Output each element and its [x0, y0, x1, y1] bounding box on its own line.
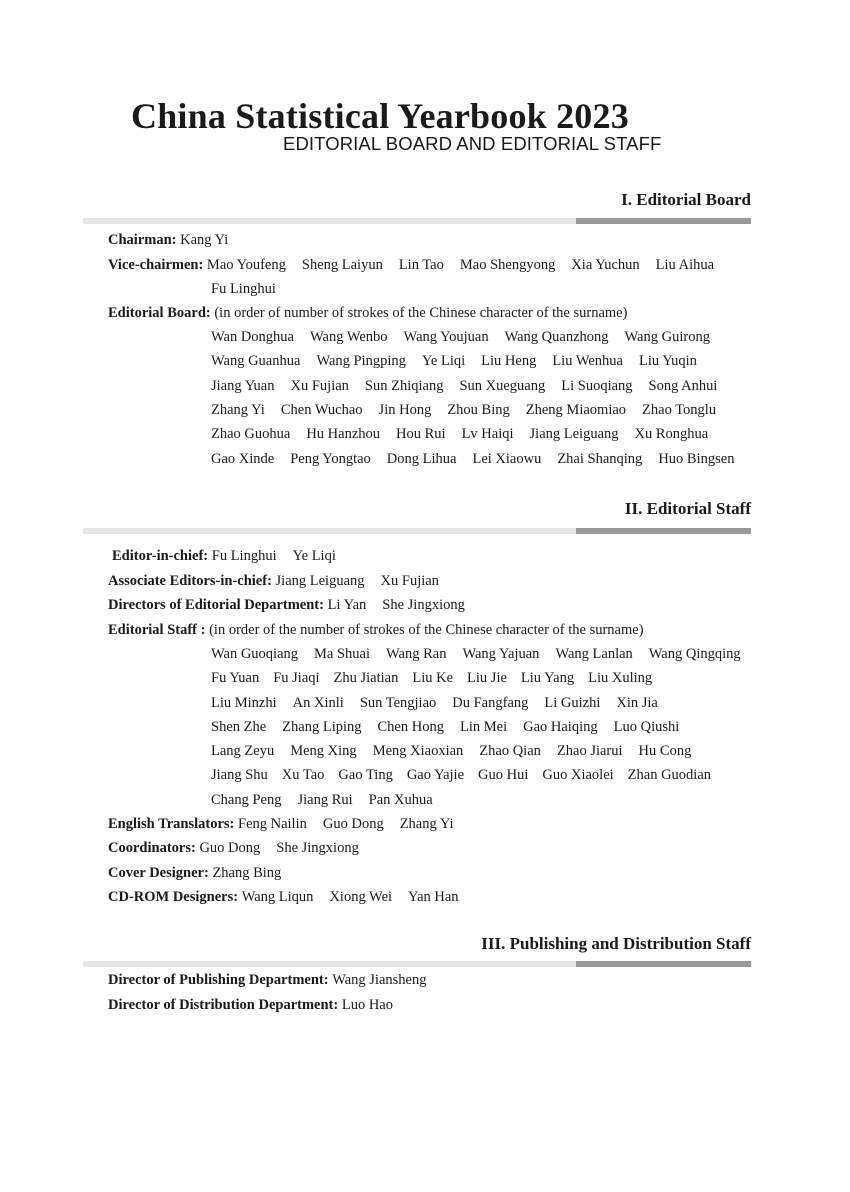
person-name: Wang Liqun: [241, 889, 314, 905]
person-name: Liu Yang: [520, 670, 575, 686]
person-name: Fu Linghui: [211, 281, 276, 297]
cover-designer-line: [108, 863, 281, 883]
editorial-staff-names-row: [211, 765, 711, 785]
section-divider-accent: [576, 218, 751, 224]
person-name: Xu Fujian: [290, 378, 349, 394]
section-divider-accent: [576, 961, 751, 967]
person-name: Yan Han: [408, 889, 459, 905]
person-name: Du Fangfang: [452, 695, 529, 711]
editorial-board-names-row: [211, 449, 734, 469]
person-name: Wang Youjuan: [403, 329, 489, 345]
person-name: Gao Ting: [338, 767, 393, 783]
person-name: Zhang Liping: [282, 719, 362, 735]
distribution-director-line: [108, 995, 393, 1015]
editorial-staff-note: (in order of the number of strokes of the Chinese character of the surname): [209, 622, 644, 638]
person-name: Fu Linghui: [211, 548, 277, 564]
cdrom-designers-label: CD-ROM Designers:: [108, 889, 239, 905]
cover-designer-label: Cover Designer:: [108, 865, 209, 881]
person-name: Zhao Tonglu: [642, 402, 717, 418]
person-name: Wang Guirong: [624, 329, 710, 345]
chairman-label: Chairman:: [108, 232, 177, 248]
person-name: Guo Xiaolei: [542, 767, 614, 783]
translators-names: [238, 816, 454, 832]
person-name: Zhang Yi: [211, 402, 265, 418]
person-name: Wang Jiansheng: [332, 972, 427, 988]
person-name: Kang Yi: [180, 232, 229, 248]
person-name: Dong Lihua: [386, 451, 457, 467]
person-name: Liu Aihua: [655, 257, 715, 273]
publishing-director-label: Director of Publishing Department:: [108, 972, 329, 988]
person-name: Lin Tao: [398, 257, 444, 273]
editorial-board-label: Editorial Board:: [108, 305, 211, 321]
person-name: Meng Xing: [290, 743, 357, 759]
person-name: Sun Xueguang: [459, 378, 546, 394]
person-name: Ye Liqi: [421, 353, 466, 369]
section-divider: [83, 218, 751, 224]
section-divider: [83, 961, 751, 967]
coordinators-names: [199, 840, 358, 856]
person-name: Zhao Guohua: [211, 426, 291, 442]
editorial-staff-names-row: [211, 668, 652, 688]
person-name: Jiang Shu: [211, 767, 268, 783]
associate-editors-line: [108, 571, 439, 591]
person-name: Guo Hui: [478, 767, 529, 783]
person-name: Sun Tengjiao: [359, 695, 437, 711]
editorial-board-note: (in order of number of strokes of the Chinese character of the surname): [214, 305, 628, 321]
editorial-board-line: [108, 303, 627, 323]
person-name: Zhang Yi: [399, 816, 454, 832]
person-name: Fu Jiaqi: [273, 670, 320, 686]
chairman-names: [180, 232, 228, 248]
editorial-board-names-row: [211, 400, 716, 420]
directors-label: Directors of Editorial Department:: [108, 597, 324, 613]
editor-in-chief-label: Editor-in-chief:: [112, 548, 209, 564]
person-name: Mao Youfeng: [206, 257, 286, 273]
person-name: Li Suoqiang: [561, 378, 633, 394]
person-name: Lv Haiqi: [461, 426, 514, 442]
page-subtitle: EDITORIAL BOARD AND EDITORIAL STAFF: [283, 133, 662, 154]
person-name: Jin Hong: [378, 402, 432, 418]
person-name: Wang Wenbo: [310, 329, 388, 345]
editorial-staff-names-row: [211, 790, 433, 810]
person-name: Zhan Guodian: [627, 767, 712, 783]
coordinators-line: [108, 838, 359, 858]
editor-in-chief-line: [112, 546, 336, 566]
editorial-staff-names-row: [211, 717, 679, 737]
person-name: Ma Shuai: [314, 646, 371, 662]
vice-chairmen-label: Vice-chairmen:: [108, 257, 204, 273]
person-name: Xin Jia: [616, 695, 658, 711]
person-name: Luo Hao: [341, 997, 393, 1013]
person-name: Gao Yajie: [406, 767, 465, 783]
cover-designer-names: [212, 865, 281, 881]
directors-line: [108, 595, 465, 615]
person-name: Guo Dong: [199, 840, 261, 856]
section-heading-publishing-distribution: III. Publishing and Distribution Staff: [481, 934, 751, 953]
associate-editors-label: Associate Editors-in-chief:: [108, 573, 272, 589]
person-name: Wang Guanhua: [211, 353, 301, 369]
person-name: Zhou Bing: [447, 402, 510, 418]
person-name: Lang Zeyu: [211, 743, 275, 759]
person-name: Chen Wuchao: [280, 402, 363, 418]
person-name: Fu Yuan: [211, 670, 260, 686]
person-name: Zhao Qian: [479, 743, 541, 759]
person-name: Zhu Jiatian: [333, 670, 399, 686]
person-name: Jiang Leiguang: [529, 426, 619, 442]
person-name: Xu Ronghua: [634, 426, 709, 442]
editorial-board-names-row: [211, 327, 710, 347]
editorial-staff-label: Editorial Staff :: [108, 622, 206, 638]
person-name: Gao Haiqing: [523, 719, 598, 735]
person-name: Liu Wenhua: [552, 353, 623, 369]
distribution-director-label: Director of Distribution Department:: [108, 997, 339, 1013]
person-name: Meng Xiaoxian: [372, 743, 464, 759]
cdrom-designers-names: [242, 889, 459, 905]
person-name: Shen Zhe: [211, 719, 267, 735]
person-name: Wan Guoqiang: [211, 646, 299, 662]
person-name: Song Anhui: [648, 378, 718, 394]
publishing-director-names: [332, 972, 426, 988]
vice-chairmen-names-continued: [211, 279, 276, 299]
vice-chairmen-names: [207, 257, 714, 273]
person-name: An Xinli: [292, 695, 344, 711]
editorial-staff-names-row: [211, 693, 658, 713]
person-name: Zhang Bing: [212, 865, 282, 881]
person-name: Zhao Jiarui: [556, 743, 623, 759]
vice-chairmen-line: [108, 255, 714, 275]
person-name: Luo Qiushi: [613, 719, 680, 735]
person-name: Liu Xuling: [588, 670, 653, 686]
section-divider: [83, 528, 751, 534]
person-name: Li Guizhi: [544, 695, 601, 711]
translators-label: English Translators:: [108, 816, 235, 832]
person-name: Xu Fujian: [380, 573, 439, 589]
person-name: Mao Shengyong: [459, 257, 556, 273]
person-name: Sun Zhiqiang: [364, 378, 444, 394]
person-name: Zheng Miaomiao: [525, 402, 627, 418]
coordinators-label: Coordinators:: [108, 840, 196, 856]
person-name: Pan Xuhua: [368, 792, 433, 808]
person-name: Liu Yuqin: [638, 353, 697, 369]
person-name: Hou Rui: [396, 426, 446, 442]
person-name: Jiang Yuan: [211, 378, 275, 394]
person-name: She Jingxiong: [382, 597, 465, 613]
section-divider-accent: [576, 528, 751, 534]
person-name: Wang Lanlan: [555, 646, 633, 662]
person-name: Zhai Shanqing: [557, 451, 643, 467]
person-name: She Jingxiong: [276, 840, 359, 856]
person-name: Ye Liqi: [292, 548, 336, 564]
distribution-director-names: [342, 997, 393, 1013]
page-title: China Statistical Yearbook 2023: [131, 96, 629, 136]
person-name: Lin Mei: [459, 719, 508, 735]
section-heading-editorial-board: I. Editorial Board: [621, 190, 751, 209]
associate-editors-names: [276, 573, 439, 589]
person-name: Li Yan: [327, 597, 367, 613]
person-name: Jiang Rui: [297, 792, 353, 808]
person-name: Xu Tao: [281, 767, 325, 783]
person-name: Lei Xiaowu: [472, 451, 542, 467]
person-name: Liu Minzhi: [211, 695, 277, 711]
section-heading-editorial-staff: II. Editorial Staff: [624, 499, 751, 518]
person-name: Feng Nailin: [238, 816, 307, 832]
person-name: Wang Yajuan: [462, 646, 540, 662]
editorial-staff-names-row: [211, 644, 741, 664]
person-name: Liu Jie: [467, 670, 507, 686]
chairman-line: [108, 230, 228, 250]
person-name: Hu Hanzhou: [306, 426, 381, 442]
cdrom-designers-line: [108, 887, 459, 907]
editorial-board-names-row: [211, 376, 717, 396]
editorial-board-names-row: [211, 351, 697, 371]
editorial-staff-line: [108, 620, 644, 640]
person-name: Xia Yuchun: [571, 257, 640, 273]
publishing-director-line: [108, 970, 426, 990]
translators-line: [108, 814, 454, 834]
editorial-board-names-row: [211, 424, 708, 444]
person-name: Wang Pingping: [316, 353, 406, 369]
person-name: Peng Yongtao: [290, 451, 371, 467]
person-name: Huo Bingsen: [658, 451, 735, 467]
person-name: Liu Heng: [481, 353, 537, 369]
person-name: Wang Quanzhong: [504, 329, 609, 345]
person-name: Wang Qingqing: [648, 646, 741, 662]
person-name: Chen Hong: [377, 719, 444, 735]
directors-names: [328, 597, 465, 613]
editorial-staff-names-row: [211, 741, 691, 761]
person-name: Guo Dong: [322, 816, 384, 832]
person-name: Hu Cong: [638, 743, 692, 759]
editor-in-chief-names: [212, 548, 336, 564]
person-name: Jiang Leiguang: [275, 573, 365, 589]
person-name: Xiong Wei: [329, 889, 393, 905]
person-name: Sheng Laiyun: [301, 257, 383, 273]
person-name: Liu Ke: [412, 670, 454, 686]
person-name: Chang Peng: [211, 792, 282, 808]
person-name: Wan Donghua: [211, 329, 294, 345]
person-name: Wang Ran: [386, 646, 447, 662]
person-name: Gao Xinde: [211, 451, 275, 467]
